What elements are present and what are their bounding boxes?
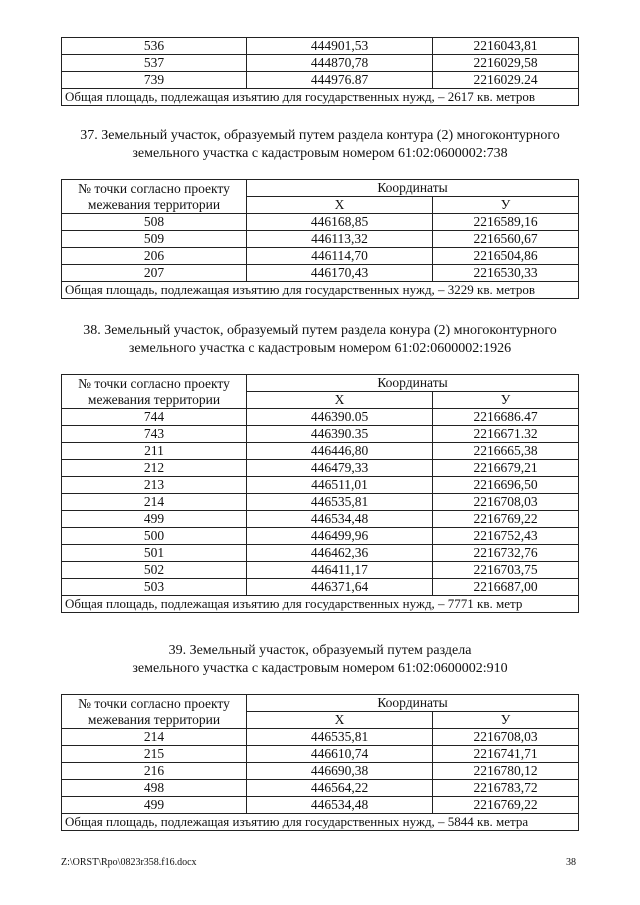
point-number-cell: 501 (62, 545, 247, 562)
table-header-row (62, 375, 579, 392)
y-coordinate-cell: 2216769,22 (433, 797, 579, 814)
table-row (62, 780, 579, 797)
table-row (62, 231, 579, 248)
x-coordinate-cell: 446411,17 (247, 562, 433, 579)
section-heading-line: 38. Земельный участок, образуемый путем раздела конура (2) многоконтурного (83, 323, 557, 338)
x-coordinate-cell: 444870,78 (247, 55, 433, 72)
y-coordinate-cell: 2216589,16 (433, 214, 579, 231)
total-area-row (62, 282, 579, 299)
point-number-cell: 498 (62, 780, 247, 797)
y-coordinate-cell: 2216780,12 (433, 763, 579, 780)
point-number-cell: 207 (62, 265, 247, 282)
table-row (62, 265, 579, 282)
x-coordinate-cell: 446499,96 (247, 528, 433, 545)
point-number-cell: 500 (62, 528, 247, 545)
y-coordinate-cell: 2216708,03 (433, 494, 579, 511)
header-line: № точки согласно проекту (78, 375, 230, 391)
total-area-row (62, 814, 579, 831)
header-line: № точки согласно проекту (78, 180, 230, 196)
point-number-header (62, 180, 247, 214)
y-coordinate-cell: 2216708,03 (433, 729, 579, 746)
section-heading-line: земельного участка с кадастровым номером 61:02:0600002:910 (132, 661, 508, 676)
table-row (62, 729, 579, 746)
x-coordinate-cell: 444976.87 (247, 72, 433, 89)
table-row (62, 55, 579, 72)
point-number-cell: 216 (62, 763, 247, 780)
point-number-cell: 213 (62, 477, 247, 494)
table-header-row (62, 695, 579, 712)
x-coordinate-cell: 446168,85 (247, 214, 433, 231)
table-row (62, 545, 579, 562)
table-header-row (62, 180, 579, 197)
point-number-cell: 508 (62, 214, 247, 231)
point-number-cell: 206 (62, 248, 247, 265)
x-coordinate-cell: 446511,01 (247, 477, 433, 494)
section-39-heading (40, 642, 600, 678)
table-row (62, 579, 579, 596)
point-number-header (62, 375, 247, 409)
x-header: X (247, 712, 433, 729)
total-area-text: Общая площадь, подлежащая изъятию для государственных нужд, – 2617 кв. метров (62, 89, 579, 106)
x-coordinate-cell: 446390.05 (247, 409, 433, 426)
table-row (62, 797, 579, 814)
coordinates-table-37 (61, 179, 579, 299)
table-row (62, 494, 579, 511)
table-row (62, 763, 579, 780)
table-row (62, 528, 579, 545)
point-number-cell: 499 (62, 511, 247, 528)
x-coordinate-cell: 446534,48 (247, 797, 433, 814)
table-row (62, 248, 579, 265)
table-row (62, 562, 579, 579)
y-coordinate-cell: 2216679,21 (433, 460, 579, 477)
y-coordinate-cell: 2216732,76 (433, 545, 579, 562)
y-coordinate-cell: 2216665,38 (433, 443, 579, 460)
table-row (62, 460, 579, 477)
point-number-cell: 502 (62, 562, 247, 579)
coordinates-table-continued (61, 37, 579, 106)
page-number: 38 (566, 857, 576, 868)
x-coordinate-cell: 446446,80 (247, 443, 433, 460)
table-row (62, 511, 579, 528)
y-coordinate-cell: 2216043,81 (433, 38, 579, 55)
coordinates-table-38 (61, 374, 579, 613)
point-number-cell: 537 (62, 55, 247, 72)
y-coordinate-cell: 2216530,33 (433, 265, 579, 282)
table-row (62, 214, 579, 231)
x-coordinate-cell: 446390.35 (247, 426, 433, 443)
point-number-cell: 536 (62, 38, 247, 55)
y-coordinate-cell: 2216703,75 (433, 562, 579, 579)
point-number-cell: 499 (62, 797, 247, 814)
table-row (62, 72, 579, 89)
y-coordinate-cell: 2216029,58 (433, 55, 579, 72)
x-coordinate-cell: 446564,22 (247, 780, 433, 797)
y-coordinate-cell: 2216696,50 (433, 477, 579, 494)
section-heading-line: 39. Земельный участок, образуемый путем раздела (168, 643, 472, 658)
header-line: межевания территории (87, 391, 221, 407)
point-number-cell: 212 (62, 460, 247, 477)
table-row (62, 409, 579, 426)
point-number-cell: 743 (62, 426, 247, 443)
point-number-cell: 739 (62, 72, 247, 89)
point-number-cell: 214 (62, 729, 247, 746)
point-number-cell: 744 (62, 409, 247, 426)
y-coordinate-cell: 2216687,00 (433, 579, 579, 596)
x-header: X (247, 197, 433, 214)
y-coordinate-cell: 2216686.47 (433, 409, 579, 426)
section-37-heading (40, 127, 600, 163)
total-area-row (62, 596, 579, 613)
y-coordinate-cell: 2216504,86 (433, 248, 579, 265)
y-header: У (433, 197, 579, 214)
table-row (62, 477, 579, 494)
x-header: X (247, 392, 433, 409)
coordinates-header: Координаты (247, 695, 579, 712)
header-line: № точки согласно проекту (78, 695, 230, 711)
section-heading-line: земельного участка с кадастровым номером 61:02:0600002:738 (132, 146, 508, 161)
y-coordinate-cell: 2216752,43 (433, 528, 579, 545)
total-area-row (62, 89, 579, 106)
point-number-header (62, 695, 247, 729)
y-header: У (433, 712, 579, 729)
point-number-cell: 503 (62, 579, 247, 596)
coordinates-header: Координаты (247, 180, 579, 197)
section-heading-line: земельного участка с кадастровым номером 61:02:0600002:1926 (128, 341, 512, 356)
table-row (62, 426, 579, 443)
total-area-text: Общая площадь, подлежащая изъятию для государственных нужд, – 7771 кв. метр (62, 596, 579, 613)
point-number-cell: 215 (62, 746, 247, 763)
y-coordinate-cell: 2216783,72 (433, 780, 579, 797)
y-coordinate-cell: 2216029.24 (433, 72, 579, 89)
y-coordinate-cell: 2216769,22 (433, 511, 579, 528)
x-coordinate-cell: 446534,48 (247, 511, 433, 528)
total-area-text: Общая площадь, подлежащая изъятию для государственных нужд, – 5844 кв. метра (62, 814, 579, 831)
y-coordinate-cell: 2216560,67 (433, 231, 579, 248)
y-coordinate-cell: 2216671.32 (433, 426, 579, 443)
section-38-heading (40, 322, 600, 358)
table-row (62, 38, 579, 55)
total-area-text: Общая площадь, подлежащая изъятию для государственных нужд, – 3229 кв. метров (62, 282, 579, 299)
section-heading-line: 37. Земельный участок, образуемый путем раздела контура (2) многоконтурного (80, 128, 560, 143)
table-row (62, 746, 579, 763)
x-coordinate-cell: 446462,36 (247, 545, 433, 562)
x-coordinate-cell: 446610,74 (247, 746, 433, 763)
x-coordinate-cell: 444901,53 (247, 38, 433, 55)
footer-file-path: Z:\ORST\Rpo\0823r358.f16.docx (61, 857, 197, 868)
header-line: межевания территории (87, 711, 221, 727)
x-coordinate-cell: 446535,81 (247, 494, 433, 511)
y-header: У (433, 392, 579, 409)
x-coordinate-cell: 446170,43 (247, 265, 433, 282)
header-line: межевания территории (87, 196, 221, 212)
x-coordinate-cell: 446114,70 (247, 248, 433, 265)
point-number-cell: 211 (62, 443, 247, 460)
point-number-cell: 214 (62, 494, 247, 511)
x-coordinate-cell: 446690,38 (247, 763, 433, 780)
coordinates-header: Координаты (247, 375, 579, 392)
point-number-cell: 509 (62, 231, 247, 248)
coordinates-table-39 (61, 694, 579, 831)
table-row (62, 443, 579, 460)
x-coordinate-cell: 446371,64 (247, 579, 433, 596)
y-coordinate-cell: 2216741,71 (433, 746, 579, 763)
x-coordinate-cell: 446479,33 (247, 460, 433, 477)
x-coordinate-cell: 446535,81 (247, 729, 433, 746)
x-coordinate-cell: 446113,32 (247, 231, 433, 248)
